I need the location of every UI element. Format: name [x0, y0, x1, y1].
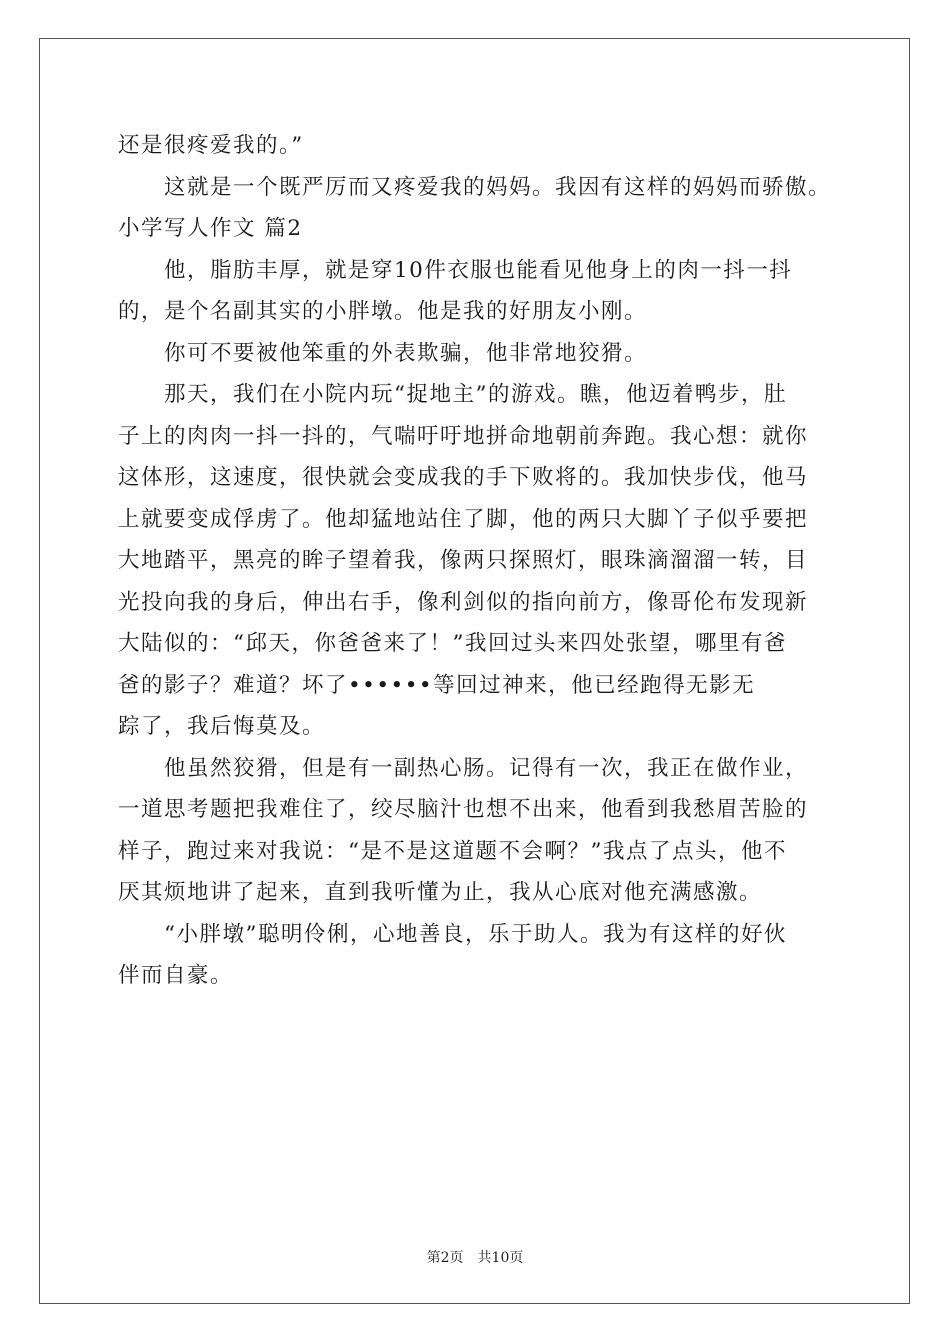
text-line: 的，是个名副其实的小胖墩。他是我的好朋友小刚。: [118, 299, 648, 324]
text-line: 伴而自豪。: [118, 963, 234, 988]
paragraph-line: 他，脂肪丰厚，就是穿10件衣服也能看见他身上的肉一抖一抖: [164, 257, 793, 283]
text-line: 厌其烦地讲了起来，直到我听懂为止，我从心底对他充满感激。: [118, 880, 763, 905]
text-line: 大地踏平，黑亮的眸子望着我，像两只探照灯，眼珠滴溜溜一转，目: [118, 548, 809, 573]
paragraph-line: “小胖墩”聪明伶俐，心地善良，乐于助人。我为有这样的好伙: [164, 921, 787, 947]
paragraph-line: 这就是一个既严厉而又疼爱我的妈妈。我因有这样的妈妈而骄傲。: [164, 174, 832, 200]
text-line: 一道思考题把我难住了，绞尽脑汁也想不出来，他看到我愁眉苦脸的: [118, 797, 809, 822]
page-number: 第2页: [426, 1250, 464, 1266]
text-line: 大陆似的：“邱天，你爸爸来了！”我回过头来四处张望，哪里有爸: [118, 631, 787, 656]
text-line: 还是很疼爱我的。”: [118, 133, 304, 158]
paragraph-line: 他虽然狡猾，但是有一副热心肠。记得有一次，我正在做作业，: [164, 755, 809, 781]
paragraph-line: 那天，我们在小院内玩“捉地主”的游戏。瞧，他迈着鸭步，肚: [164, 382, 787, 407]
text-line: 上就要变成俘虏了。他却猛地站住了脚，他的两只大脚丫子似乎要把: [118, 506, 809, 532]
text-line: 子上的肉肉一抖一抖的，气喘吁吁地拼命地朝前奔跑。我心想：就你: [118, 423, 809, 449]
text-line: 踪了，我后悔莫及。: [118, 714, 326, 739]
page-total: 共10页: [477, 1250, 524, 1266]
document-body: [118, 125, 838, 997]
section-heading: 小学写人作文 篇2: [118, 216, 303, 241]
text-line: 样子，跑过来对我说：“是不是这道题不会啊？”我点了点头，他不: [118, 838, 787, 864]
text-line: 这体形，这速度，很快就会变成我的手下败将的。我加快步伐，他马: [118, 465, 809, 490]
paragraph-line: 你可不要被他笨重的外表欺骗，他非常地狡猾。: [164, 340, 648, 366]
page-footer: [0, 1247, 950, 1267]
text-line: 光投向我的身后，伸出右手，像利剑似的指向前方，像哥伦布发现新: [118, 589, 809, 615]
text-line: 爸的影子？难道？坏了••••••等回过神来，他已经跑得无影无: [118, 672, 756, 698]
